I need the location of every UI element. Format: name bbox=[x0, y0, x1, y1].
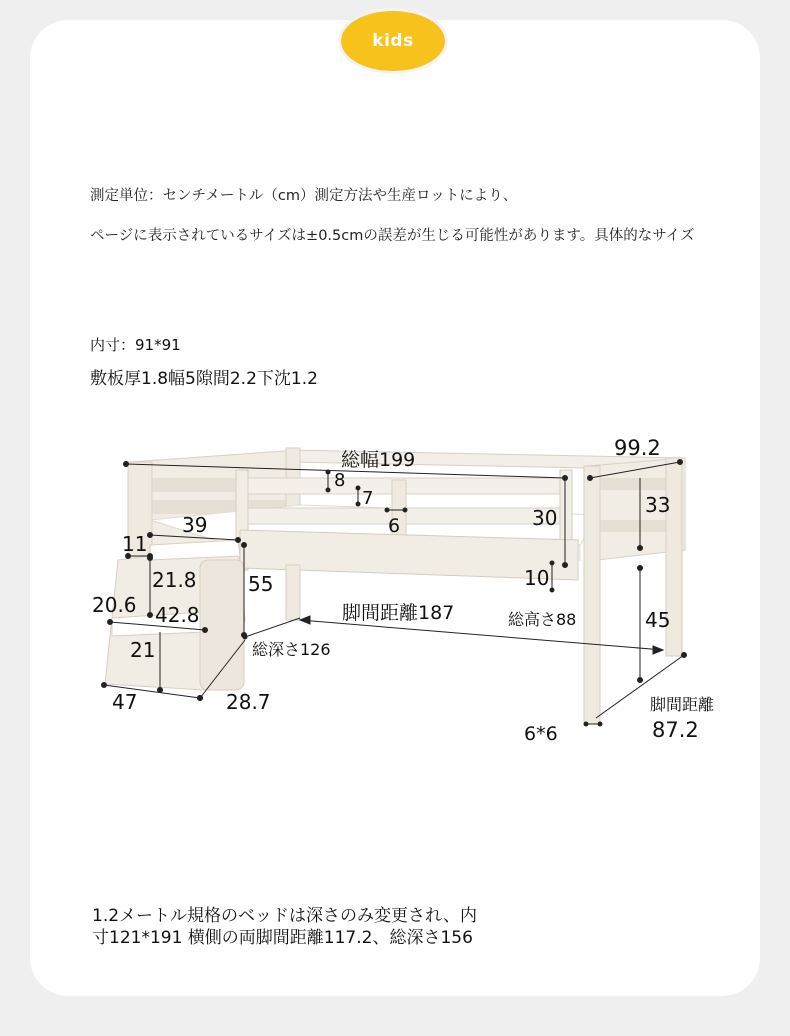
note-line-1: 測定単位：センチメートル（cm）測定方法や生産ロットにより、 bbox=[90, 188, 518, 204]
dim-47-label: 47 bbox=[112, 690, 138, 714]
footer-line-1: 1.2メートル規格のベッドは深さのみ変更され、内 bbox=[92, 906, 478, 926]
footer-line-2: 寸121*191 横側の両脚間距離117.2、総深さ156 bbox=[92, 928, 473, 948]
leg-size-label: 6*6 bbox=[524, 723, 558, 745]
dim-55-label: 55 bbox=[248, 572, 274, 596]
depth-top-label: 99.2 bbox=[614, 436, 661, 460]
dim-21-label: 21 bbox=[130, 638, 156, 662]
dim-28-7-label: 28.7 bbox=[226, 690, 271, 714]
total-height-label: 総高さ88 bbox=[508, 610, 577, 629]
note-line-2: ページに表示されているサイズは±0.5cmの誤差が生じる可能性があります。具体的なサイズ bbox=[90, 228, 695, 244]
dim-39-label: 39 bbox=[182, 513, 208, 537]
total-depth-label: 総深さ126 bbox=[252, 640, 331, 659]
leg-span-label: 脚間距離187 bbox=[342, 602, 455, 624]
dim-8-label: 8 bbox=[334, 470, 346, 491]
dim-6-label: 6 bbox=[388, 515, 401, 537]
board-spec-label: 敷板厚1.8幅5隙間2.2下沈1.2 bbox=[90, 369, 318, 389]
dim-20-6-label: 20.6 bbox=[92, 593, 137, 617]
badge-label: kids bbox=[372, 31, 414, 51]
inner-size-label: 内寸：91*91 bbox=[90, 336, 181, 354]
total-width-label: 総幅199 bbox=[341, 449, 416, 471]
dim-7-label: 7 bbox=[362, 488, 374, 509]
dim-42-8-label: 42.8 bbox=[155, 603, 200, 627]
side-leg-span-label: 脚間距離 bbox=[650, 695, 715, 714]
dim-11-label: 11 bbox=[122, 532, 148, 556]
dim-33-label: 33 bbox=[645, 493, 671, 517]
dim-30-label: 30 bbox=[532, 506, 558, 530]
dim-45-label: 45 bbox=[645, 608, 671, 632]
side-leg-span-value: 87.2 bbox=[652, 718, 699, 742]
dim-21-8-label: 21.8 bbox=[152, 568, 197, 592]
dim-10-label: 10 bbox=[524, 566, 550, 590]
